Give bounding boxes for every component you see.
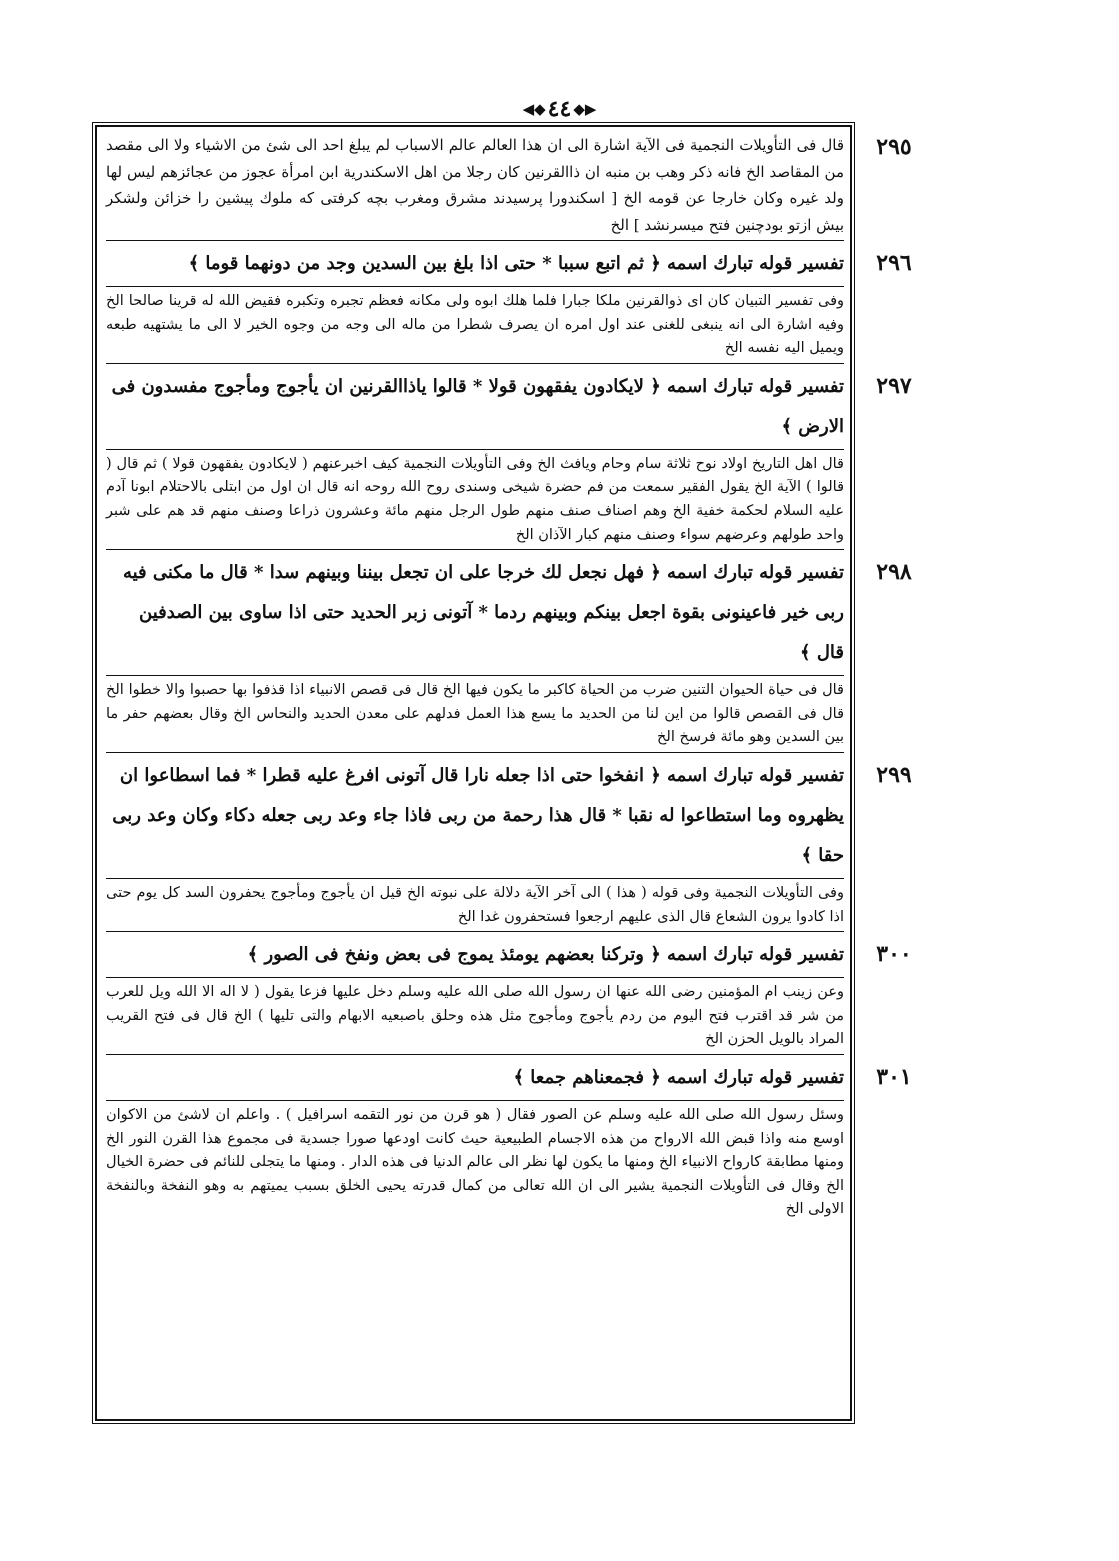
entry-number: ٢٩٨ xyxy=(876,559,912,586)
entry-number: ٣٠٠ xyxy=(876,941,912,968)
divider xyxy=(106,449,844,450)
divider xyxy=(106,1100,844,1101)
entry-verse: تفسير قوله تبارك اسمه ﴿ انفخوا حتى اذا جعله نارا قال آتونى افرغ عليه قطرا * فما اسطاعوا ان يظهروه وما استطاعوا له نقبا * قال هذا رحمة من ربى فاذا جاء وعد ربى جعله دكاء وكان وعد ربى حقا ﴾ xyxy=(112,764,844,866)
entry-commentary: قال فى حياة الحيوان التنين ضرب من الحياة كاكبر ما يكون فيها الخ قال فى قصص الانبياء اذا قذفوا بها حصبوا والا خطوا الخ قال فى القصص قالوا من اين لنا من الحديد ما يسع هذا العمل فدلهم على معدن الحديد والنحاس الخ وقال بعضهم حفر ما بين السدين وهو مائة فرسخ الخ xyxy=(106,682,844,746)
right-ornament: ◆▶ xyxy=(573,99,597,118)
entry-verse: تفسير قوله تبارك اسمه ﴿ لايكادون يفقهون قولا * قالوا ياذاالقرنين ان يأجوج ومأجوج مفسدون فى الارض ﴾ xyxy=(111,375,844,437)
entry-number: ٣٠١ xyxy=(876,1063,912,1090)
entry-297 xyxy=(106,367,912,547)
divider xyxy=(106,549,844,550)
divider xyxy=(106,286,844,287)
entry-verse: تفسير قوله تبارك اسمه ﴿ ثم اتبع سببا * حتى اذا بلغ بين السدين وجد من دونهما قوما ﴾ xyxy=(188,253,844,274)
entry-commentary: قال اهل التاريخ اولاد نوح ثلاثة سام وحام ويافث الخ وفى التأويلات النجمية كيف اخبرعنهم ( لايكادون يفقهون قولا ) ثم قال ( قالوا ) الآية الخ يقول الفقير سمعت من فم حضرة شيخى وسندى روح الله روحه انه قال ان اول من ابتلى بالاحتلام ابونا آدم عليه السلام لحكمة خفية الخ وهم اصناف صنف منهم طول الرجل منهم مائة وعشرون ذراعا وصنف منهم قد هم على شبر واحد طولهم وعرضهم سواء وصنف منهم كبار الآذان الخ xyxy=(106,455,844,543)
entry-295 xyxy=(106,132,912,238)
entry-commentary: وفى التأويلات النجمية وفى قوله ( هذا ) الى آخر الآية دلالة على نبوته الخ قيل ان يأجوج ومأجوج يحفرون السد كل يوم حتى اذا كادوا يرون الشعاع قال الذى عليهم ارجعوا فستحفرون غدا الخ xyxy=(106,884,844,925)
entry-301 xyxy=(106,1058,912,1222)
page-body xyxy=(106,132,912,1420)
entry-296 xyxy=(106,244,912,361)
page-number-box xyxy=(523,96,597,122)
divider xyxy=(106,977,844,978)
divider xyxy=(106,752,844,753)
left-ornament: ◀◆ xyxy=(522,99,546,118)
entry-commentary: وعن زينب ام المؤمنين رضى الله عنها ان رسول الله صلى الله عليه وسلم دخل عليها فزعا يقول ( لا اله الا الله ويل للعرب من شر قد اقترب فتح اليوم من ردم يأجوج ومأجوج مثل هذه وحلق باصبعيه الابهام والتى تليها ) الخ قال فى فتح القريب المراد بالويل الحزن الخ xyxy=(106,984,844,1048)
entry-300 xyxy=(106,935,912,1052)
entry-number: ٢٩٦ xyxy=(876,250,912,276)
entry-299 xyxy=(106,756,912,929)
entry-verse: تفسير قوله تبارك اسمه ﴿ فجمعناهم جمعا ﴾ xyxy=(513,1066,844,1088)
divider xyxy=(106,363,844,364)
entry-commentary: وفى تفسير التبيان كان اى ذوالقرنين ملكا جبارا فلما هلك ابوه ولى مكانه فعظم تجبره وتكبره فقيض الله له قرينا صالحا الخ وفيه اشارة الى انه ينبغى للغنى عند اول امره ان يصرف شطرا من ماله الى وجه من وجوه الخير لا الى ما يشتهيه طبعه ويميل اليه نفسه الخ xyxy=(106,293,844,357)
entry-verse: تفسير قوله تبارك اسمه ﴿ وتركنا بعضهم يومئذ يموج فى بعض ونفخ فى الصور ﴾ xyxy=(247,944,844,966)
divider xyxy=(106,878,844,879)
page-number: ٤٤ xyxy=(547,96,572,122)
divider xyxy=(106,1054,844,1055)
entry-number: ٢٩٥ xyxy=(876,134,912,160)
entry-commentary: قال فى التأويلات النجمية فى الآية اشارة الى ان هذا العالم عالم الاسباب لم يبلغ احد الى شئ من الاشياء ولا الى مقصد من المقاصد الخ فانه ذكر وهب بن منبه ان ذاالقرنين كان رجلا من اهل الاسكندرية ابن امرأة عجوز من عجائزهم ليس لها ولد غيره وكان خارجا عن قومه الخ [ اسكندورا پرسيدند مشرق ومغرب بچه كرفتى كه ملوك پيشين را خزائن ولشكر بيش ازتو بودچنين فتح ميسرنشد ] الخ xyxy=(106,136,844,234)
entry-commentary: وسئل رسول الله صلى الله عليه وسلم عن الصور فقال ( هو قرن من نور التقمه اسرافيل ) . واعلم ان لاشئ من الاكوان اوسع منه واذا قبض الله الارواح من هذه الاجسام الطبيعية حيث كانت اودعها صورا جسدية فى مجموع هذا القرن النور الخ ومنها مطابقة كارواح الانبياء الخ ومنها ما يكون لها نظر الى عالم الدنيا فى هذه الدار . ومنها ما يتجلى للنائم فى حضرة الخيال الخ وقال فى التأويلات النجمية يشير الى ان الله تعالى من كمال قدرته يحيى الخلق بسبب يميتهم به وهو النفخة وبالنفخة الاولى الخ xyxy=(106,1106,844,1218)
entry-number: ٢٩٩ xyxy=(876,761,912,788)
entry-298 xyxy=(106,553,912,750)
divider xyxy=(106,931,844,932)
entry-number: ٢٩٧ xyxy=(876,372,912,399)
entry-verse: تفسير قوله تبارك اسمه ﴿ فهل نجعل لك خرجا على ان تجعل بيننا وبينهم سدا * قال ما مكنى فيه ربى خير فاعينونى بقوة اجعل بينكم وبينهم ردما * آتونى زبر الحديد حتى اذا ساوى بين الصدفين قال ﴾ xyxy=(122,562,844,664)
divider xyxy=(106,240,844,241)
page-header xyxy=(0,96,1119,122)
divider xyxy=(106,675,844,676)
